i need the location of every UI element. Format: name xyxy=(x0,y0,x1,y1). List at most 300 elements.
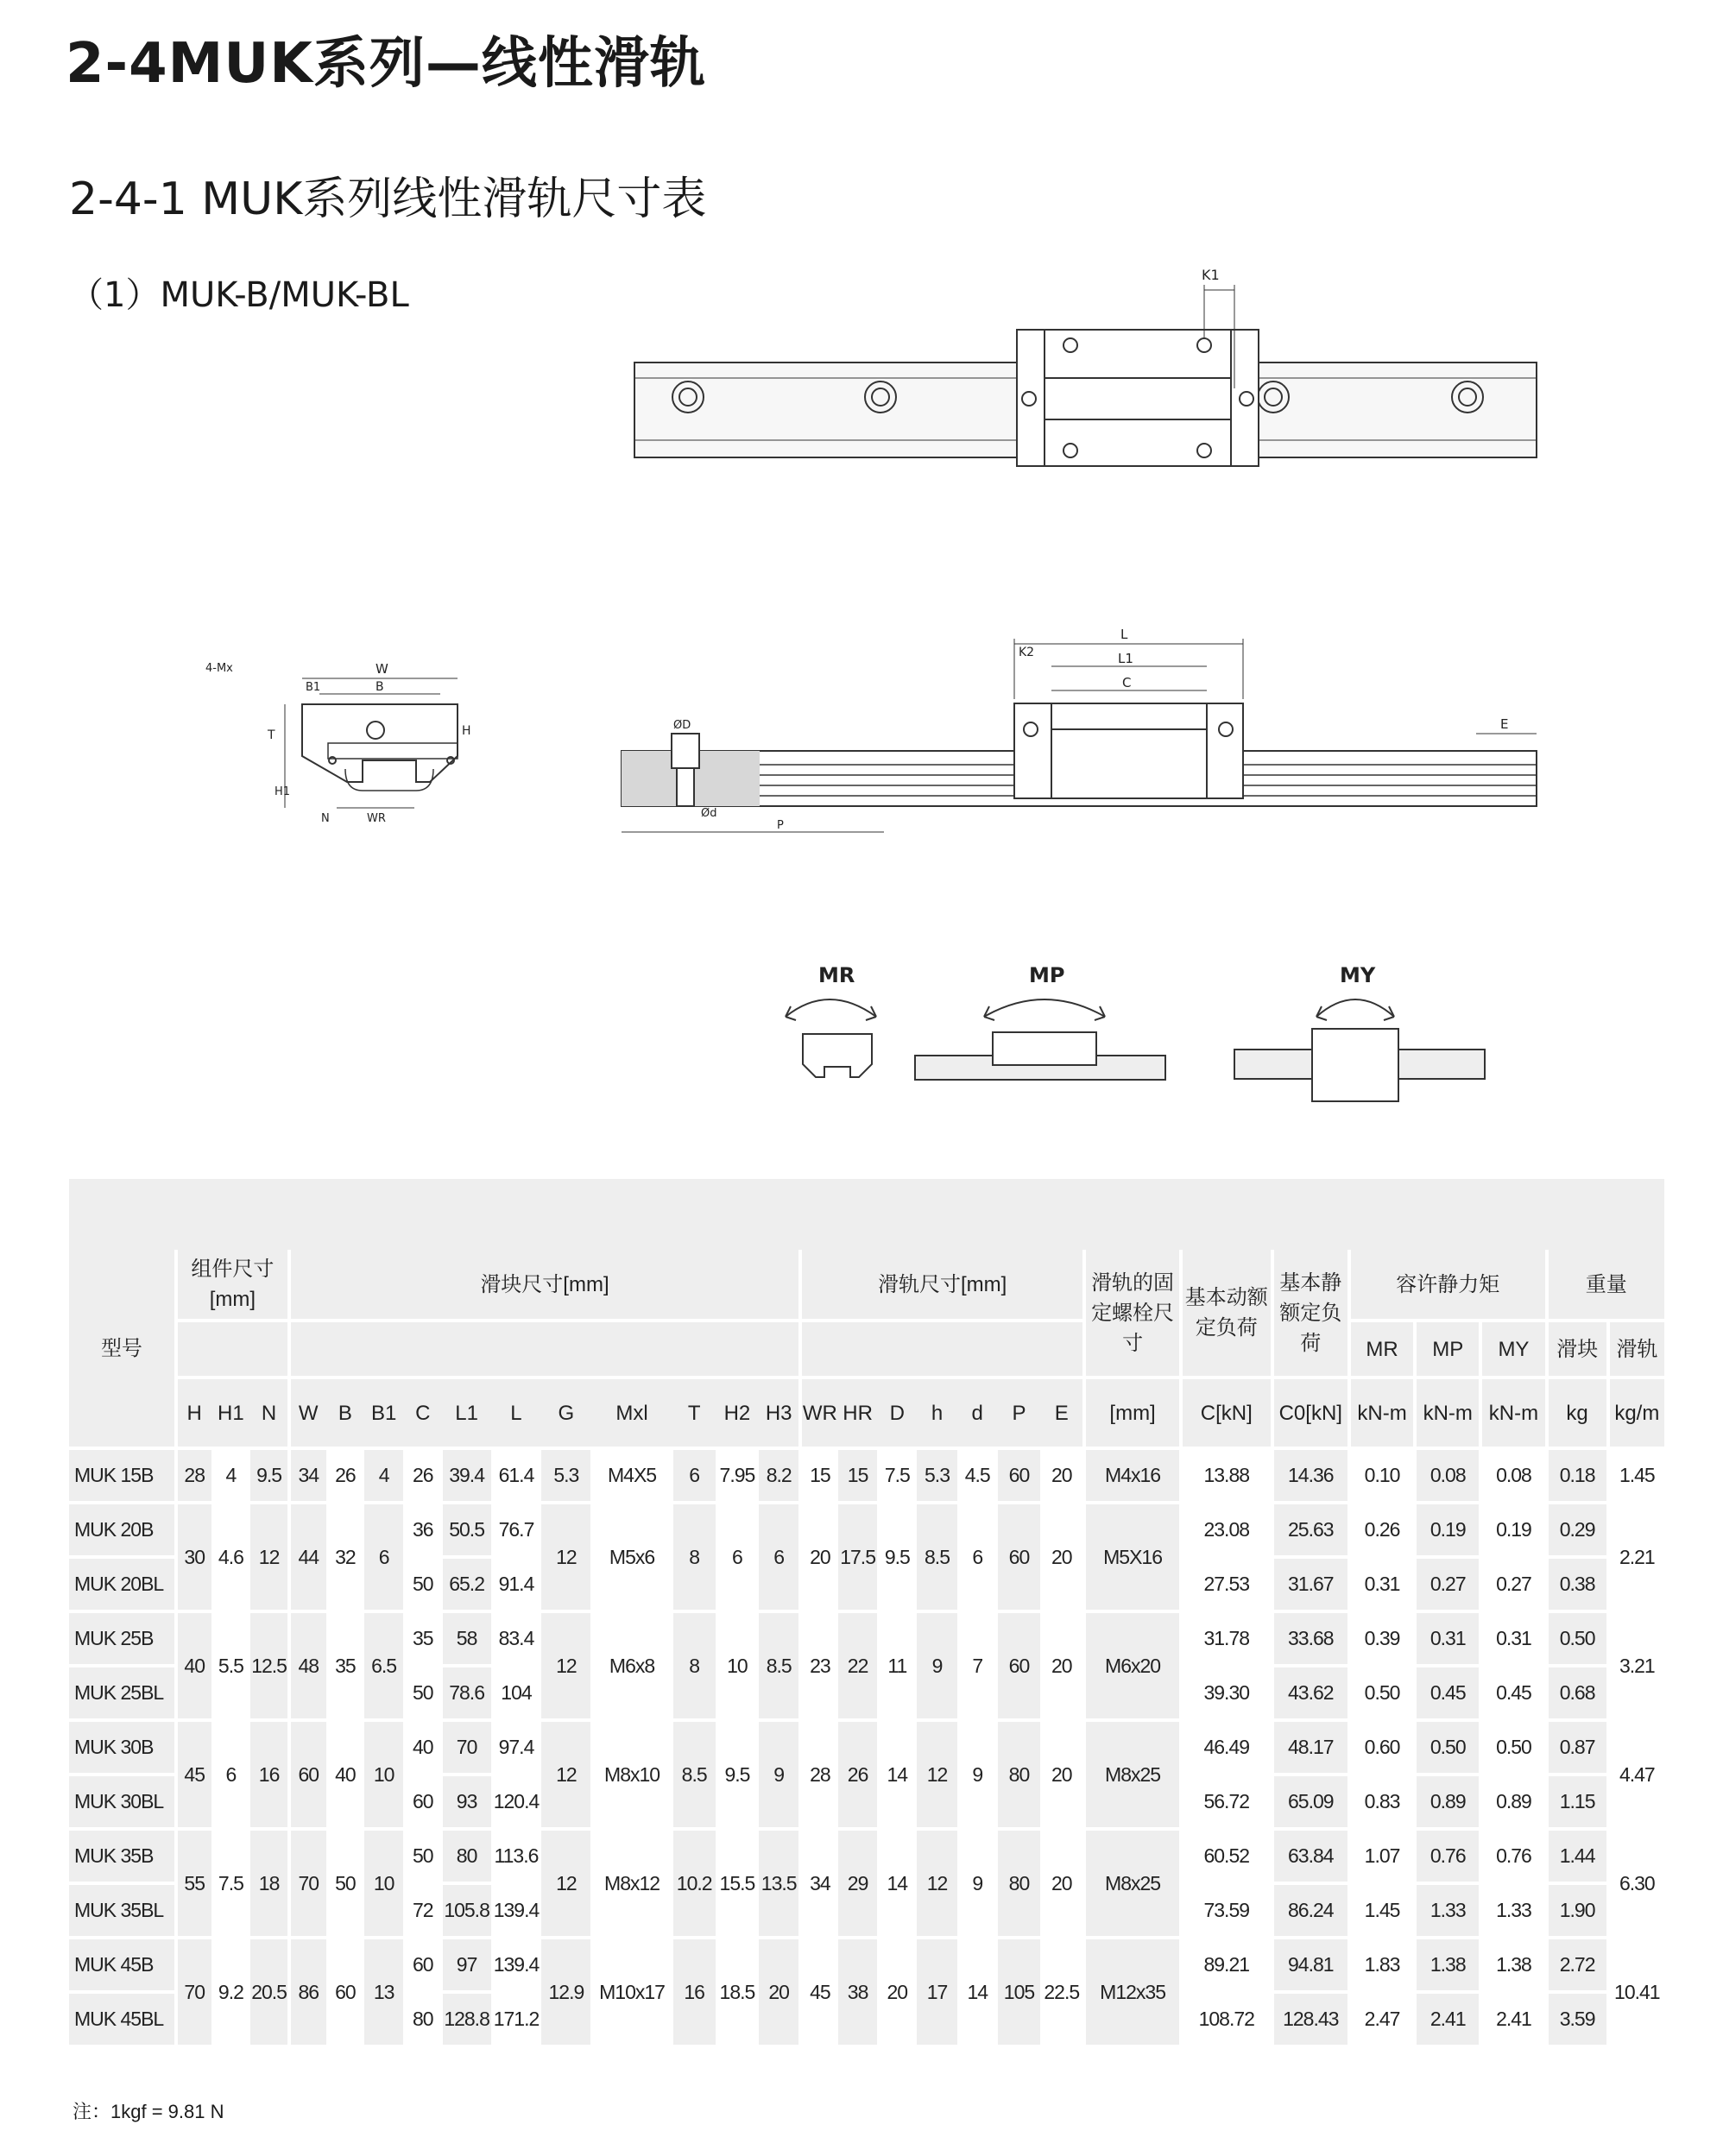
hdr-stat: 基本静额定负荷 xyxy=(1271,1250,1347,1379)
cell-h3: 6 xyxy=(759,1504,798,1613)
cell-c: 50 xyxy=(403,1831,443,1885)
cell-g: 12 xyxy=(541,1504,590,1613)
cell-h: 28 xyxy=(174,1450,211,1504)
cell-l: 139.4 xyxy=(491,1939,542,1994)
cell-c: 50 xyxy=(403,1559,443,1613)
hdr-block-weight: 滑块 xyxy=(1545,1322,1606,1379)
cell-e: 20 xyxy=(1040,1722,1082,1831)
cell-l1: 70 xyxy=(443,1722,491,1776)
cell-c: 36 xyxy=(403,1504,443,1559)
cell-g: 12.9 xyxy=(541,1939,590,2048)
cell-h: 12 xyxy=(917,1831,957,1939)
hdr-rail-blank xyxy=(798,1322,1082,1379)
cell-c0-kn: 25.63 xyxy=(1271,1504,1347,1559)
cell-c: 40 xyxy=(403,1722,443,1776)
cell-c0-kn: 128.43 xyxy=(1271,1994,1347,2048)
cell-h1: 5.5 xyxy=(211,1613,251,1722)
hdr-my-unit: kN-m xyxy=(1479,1379,1544,1450)
label-h: H xyxy=(462,724,471,738)
cell-l1: 80 xyxy=(443,1831,491,1885)
hdr-dyn: 基本动额定负荷 xyxy=(1179,1250,1271,1379)
cell-my: 0.50 xyxy=(1479,1722,1544,1776)
cell-n: 16 xyxy=(250,1722,287,1831)
label-my: MY xyxy=(1340,963,1376,987)
cell-l: 171.2 xyxy=(491,1994,542,2048)
cell-wr: 2.21 xyxy=(1606,1504,1664,1613)
cell-d: 14 xyxy=(877,1722,917,1831)
cell-t: 8 xyxy=(673,1613,716,1722)
cell-l1: 93 xyxy=(443,1776,491,1831)
cell-model: MUK 35BL xyxy=(69,1885,174,1939)
label-mx: 4-Mx xyxy=(205,662,233,675)
cell-c-kn: 46.49 xyxy=(1179,1722,1271,1776)
cell-my: 1.38 xyxy=(1479,1939,1544,1994)
cell-wb: 0.18 xyxy=(1545,1450,1606,1504)
cell-h3: 20 xyxy=(759,1939,798,2048)
cell-wr: 28 xyxy=(798,1722,838,1831)
cell-d: 11 xyxy=(877,1613,917,1722)
cell-l1: 128.8 xyxy=(443,1994,491,2048)
cell-my: 0.19 xyxy=(1479,1504,1544,1559)
cell-wr: 15 xyxy=(798,1450,838,1504)
cell-c-kn: 39.30 xyxy=(1179,1667,1271,1722)
cell-hr: 29 xyxy=(838,1831,878,1939)
cell-w: 70 xyxy=(287,1831,326,1939)
cell-c: 26 xyxy=(403,1450,443,1504)
cell-d: 14 xyxy=(877,1831,917,1939)
cell-mp: 0.89 xyxy=(1413,1776,1479,1831)
hdr-mp: MP xyxy=(1413,1322,1479,1379)
cell-mr: 1.83 xyxy=(1347,1939,1413,1994)
cell-model: MUK 25B xyxy=(69,1613,174,1667)
label-d: Ød xyxy=(701,807,717,820)
cell-p: 60 xyxy=(998,1504,1041,1613)
hdr-c-kn: C[kN] xyxy=(1179,1379,1271,1450)
cell-mp: 0.50 xyxy=(1413,1722,1479,1776)
cell-wb: 0.29 xyxy=(1545,1504,1606,1559)
cell-model: MUK 15B xyxy=(69,1450,174,1504)
cell-mxl: M8x10 xyxy=(590,1722,672,1831)
hdr-rail-weight: 滑轨 xyxy=(1606,1322,1664,1379)
cell-my: 0.89 xyxy=(1479,1776,1544,1831)
cell-e: 20 xyxy=(1040,1613,1082,1722)
cell-model: MUK 45B xyxy=(69,1939,174,1994)
cell-mp: 2.41 xyxy=(1413,1994,1479,2048)
cell-h2: 7.95 xyxy=(716,1450,760,1504)
cell-model: MUK 30B xyxy=(69,1722,174,1776)
cell-wb: 2.72 xyxy=(1545,1939,1606,1994)
hdr-L1: L1 xyxy=(443,1379,491,1450)
hdr-T: T xyxy=(673,1379,716,1450)
cell-h1: 9.2 xyxy=(211,1939,251,2048)
label-n: N xyxy=(321,812,330,825)
cell-l1: 78.6 xyxy=(443,1667,491,1722)
cell-mp: 0.31 xyxy=(1413,1613,1479,1667)
cell-n: 12 xyxy=(250,1504,287,1613)
cell-my: 2.41 xyxy=(1479,1994,1544,2048)
label-c: C xyxy=(1122,675,1132,690)
cell-t: 8.5 xyxy=(673,1722,716,1831)
label-l1: L1 xyxy=(1118,651,1133,666)
cell-h3: 8.5 xyxy=(759,1613,798,1722)
cell-wr: 3.21 xyxy=(1606,1613,1664,1722)
cell-mr: 0.60 xyxy=(1347,1722,1413,1776)
cell-d: 6 xyxy=(957,1504,998,1613)
cell-l: 91.4 xyxy=(491,1559,542,1613)
spec-table-wrapper xyxy=(69,1179,1664,2048)
cell-mxl: M8x12 xyxy=(590,1831,672,1939)
cell-mr: 2.47 xyxy=(1347,1994,1413,2048)
cell-c-kn: 89.21 xyxy=(1179,1939,1271,1994)
cell-c0-kn: 48.17 xyxy=(1271,1722,1347,1776)
cell-d: 20 xyxy=(877,1939,917,2048)
hdr-bolt: 滑轨的固定螺栓尺寸 xyxy=(1082,1250,1179,1379)
cell-c: 60 xyxy=(403,1939,443,1994)
cell-b1: 6.5 xyxy=(364,1613,403,1722)
hdr-assembly-blank xyxy=(174,1322,287,1379)
cell-g: 12 xyxy=(541,1722,590,1831)
hdr-my: MY xyxy=(1479,1322,1544,1379)
cell-wb: 3.59 xyxy=(1545,1994,1606,2048)
cell-model: MUK 20BL xyxy=(69,1559,174,1613)
cell-d: 9.5 xyxy=(877,1504,917,1613)
spec-table xyxy=(69,1250,1664,2048)
cell-my: 0.31 xyxy=(1479,1613,1544,1667)
hdr-N: N xyxy=(250,1379,287,1450)
cell-h: 17 xyxy=(917,1939,957,2048)
cell-mxl: M10x17 xyxy=(590,1939,672,2048)
cell-hr: 38 xyxy=(838,1939,878,2048)
cell-l1: 105.8 xyxy=(443,1885,491,1939)
cell-h: 45 xyxy=(174,1722,211,1831)
cell-mr: 1.07 xyxy=(1347,1831,1413,1885)
cell-mp: 0.45 xyxy=(1413,1667,1479,1722)
cell-b: 35 xyxy=(326,1613,365,1722)
cell-wr: 10.41 xyxy=(1606,1939,1664,2048)
label-mp: MP xyxy=(1029,963,1065,987)
cell-my: 0.45 xyxy=(1479,1667,1544,1722)
hdr-assembly: 组件尺寸[mm] xyxy=(174,1250,287,1322)
hdr-H1: H1 xyxy=(211,1379,251,1450)
cell-wr: 45 xyxy=(798,1939,838,2048)
cell-b1: 10 xyxy=(364,1722,403,1831)
cell-l: 83.4 xyxy=(491,1613,542,1667)
cell-l1: 50.5 xyxy=(443,1504,491,1559)
cell-bolt: M8x25 xyxy=(1082,1722,1179,1831)
cell-h1: 6 xyxy=(211,1722,251,1831)
cell-n: 20.5 xyxy=(250,1939,287,2048)
hdr-bolt-unit: [mm] xyxy=(1082,1379,1179,1450)
cell-mr: 0.31 xyxy=(1347,1559,1413,1613)
cell-mr: 0.26 xyxy=(1347,1504,1413,1559)
hdr-rail: 滑轨尺寸[mm] xyxy=(798,1250,1082,1322)
cell-b: 50 xyxy=(326,1831,365,1939)
cell-wr: 6.30 xyxy=(1606,1831,1664,1939)
cell-bolt: M6x20 xyxy=(1082,1613,1179,1722)
cell-bolt: M5X16 xyxy=(1082,1504,1179,1613)
cell-c: 72 xyxy=(403,1885,443,1939)
label-t: T xyxy=(268,728,275,742)
cell-h: 12 xyxy=(917,1722,957,1831)
table-row xyxy=(69,1939,1664,1994)
cell-p: 60 xyxy=(998,1613,1041,1722)
cell-c-kn: 56.72 xyxy=(1179,1776,1271,1831)
label-dd: ØD xyxy=(673,719,691,732)
cell-w: 44 xyxy=(287,1504,326,1613)
cell-t: 6 xyxy=(673,1450,716,1504)
label-w: W xyxy=(376,661,388,677)
cell-mp: 1.33 xyxy=(1413,1885,1479,1939)
cell-c-kn: 13.88 xyxy=(1179,1450,1271,1504)
label-p: P xyxy=(777,819,784,832)
cell-bolt: M12x35 xyxy=(1082,1939,1179,2048)
cell-p: 80 xyxy=(998,1831,1041,1939)
cell-t: 8 xyxy=(673,1504,716,1613)
cell-hr: 17.5 xyxy=(838,1504,878,1613)
cell-h2: 9.5 xyxy=(716,1722,760,1831)
cell-c0-kn: 33.68 xyxy=(1271,1613,1347,1667)
cell-d: 4.5 xyxy=(957,1450,998,1504)
cell-c-kn: 27.53 xyxy=(1179,1559,1271,1613)
cell-wr: 1.45 xyxy=(1606,1450,1664,1504)
cell-h1: 7.5 xyxy=(211,1831,251,1939)
cell-c0-kn: 43.62 xyxy=(1271,1667,1347,1722)
cell-d: 7 xyxy=(957,1613,998,1722)
hdr-D: D xyxy=(877,1379,917,1450)
cell-mr: 1.45 xyxy=(1347,1885,1413,1939)
cell-h1: 4.6 xyxy=(211,1504,251,1613)
hdr-mr-unit: kN-m xyxy=(1347,1379,1413,1450)
cell-h: 55 xyxy=(174,1831,211,1939)
subsection-title: （1）MUK-B/MUK-BL xyxy=(69,275,409,315)
table-row xyxy=(69,1831,1664,1885)
cell-h3: 13.5 xyxy=(759,1831,798,1939)
cell-mxl: M5x6 xyxy=(590,1504,672,1613)
hdr-E: E xyxy=(1040,1379,1082,1450)
hdr-WR: WR xyxy=(798,1379,838,1450)
cell-c0-kn: 14.36 xyxy=(1271,1450,1347,1504)
cell-h: 30 xyxy=(174,1504,211,1613)
cell-model: MUK 45BL xyxy=(69,1994,174,2048)
cell-l: 113.6 xyxy=(491,1831,542,1885)
cell-h: 70 xyxy=(174,1939,211,2048)
hdr-H2: H2 xyxy=(716,1379,760,1450)
hdr-H3: H3 xyxy=(759,1379,798,1450)
cell-mr: 0.50 xyxy=(1347,1667,1413,1722)
cell-l: 97.4 xyxy=(491,1722,542,1776)
cell-mr: 0.83 xyxy=(1347,1776,1413,1831)
cell-h2: 10 xyxy=(716,1613,760,1722)
hdr-C: C xyxy=(403,1379,443,1450)
cell-c-kn: 108.72 xyxy=(1179,1994,1271,2048)
cell-mp: 1.38 xyxy=(1413,1939,1479,1994)
hdr-block-blank xyxy=(287,1322,798,1379)
cell-l: 120.4 xyxy=(491,1776,542,1831)
hdr-B: B xyxy=(326,1379,365,1450)
cell-h3: 8.2 xyxy=(759,1450,798,1504)
cell-l1: 65.2 xyxy=(443,1559,491,1613)
cell-hr: 15 xyxy=(838,1450,878,1504)
hdr-mp-unit: kN-m xyxy=(1413,1379,1479,1450)
cell-d: 7.5 xyxy=(877,1450,917,1504)
hdr-h: h xyxy=(917,1379,957,1450)
table-row xyxy=(69,1504,1664,1559)
table-row xyxy=(69,1613,1664,1667)
hdr-c0-kn: C0[kN] xyxy=(1271,1379,1347,1450)
cell-g: 12 xyxy=(541,1831,590,1939)
cell-mr: 0.39 xyxy=(1347,1613,1413,1667)
moment-diagrams xyxy=(768,965,1502,1129)
cell-w: 60 xyxy=(287,1722,326,1831)
hdr-L: L xyxy=(491,1379,542,1450)
cell-wb: 1.15 xyxy=(1545,1776,1606,1831)
cell-mr: 0.10 xyxy=(1347,1450,1413,1504)
cell-d: 14 xyxy=(957,1939,998,2048)
hdr-G: G xyxy=(541,1379,590,1450)
cell-wb: 0.87 xyxy=(1545,1722,1606,1776)
table-row xyxy=(69,1450,1664,1504)
table-top-band xyxy=(69,1179,1664,1250)
cell-mxl: M6x8 xyxy=(590,1613,672,1722)
cell-c: 60 xyxy=(403,1776,443,1831)
cell-mp: 0.19 xyxy=(1413,1504,1479,1559)
cell-l1: 58 xyxy=(443,1613,491,1667)
cell-bolt: M4x16 xyxy=(1082,1450,1179,1504)
cell-c-kn: 23.08 xyxy=(1179,1504,1271,1559)
label-b: B xyxy=(376,680,384,694)
cell-my: 0.08 xyxy=(1479,1450,1544,1504)
cell-h2: 15.5 xyxy=(716,1831,760,1939)
cell-bolt: M8x25 xyxy=(1082,1831,1179,1939)
cell-hr: 26 xyxy=(838,1722,878,1831)
hdr-HR: HR xyxy=(838,1379,878,1450)
cell-c-kn: 60.52 xyxy=(1179,1831,1271,1885)
cell-n: 12.5 xyxy=(250,1613,287,1722)
section-title: 2-4-1 MUK系列线性滑轨尺寸表 xyxy=(69,173,707,225)
label-h1: H1 xyxy=(275,785,291,798)
label-b1: B1 xyxy=(306,681,321,694)
cell-h3: 9 xyxy=(759,1722,798,1831)
cell-h: 40 xyxy=(174,1613,211,1722)
page-title: 2-4MUK系列—线性滑轨 xyxy=(66,32,706,96)
hdr-d: d xyxy=(957,1379,998,1450)
cell-model: MUK 25BL xyxy=(69,1667,174,1722)
cell-w: 34 xyxy=(287,1450,326,1504)
hdr-weight: 重量 xyxy=(1545,1250,1664,1322)
cell-e: 20 xyxy=(1040,1504,1082,1613)
cell-wb: 0.68 xyxy=(1545,1667,1606,1722)
cross-section-drawing xyxy=(199,652,492,825)
cell-mp: 0.27 xyxy=(1413,1559,1479,1613)
label-k1: K1 xyxy=(1202,267,1220,283)
cell-w: 86 xyxy=(287,1939,326,2048)
cell-hr: 22 xyxy=(838,1613,878,1722)
hdr-B1: B1 xyxy=(364,1379,403,1450)
cell-wb: 0.50 xyxy=(1545,1613,1606,1667)
cell-wr: 4.47 xyxy=(1606,1722,1664,1831)
hdr-model: 型号 xyxy=(69,1250,174,1450)
cell-c: 35 xyxy=(403,1613,443,1667)
cell-t: 16 xyxy=(673,1939,716,2048)
label-k2: K2 xyxy=(1019,646,1035,659)
cell-mp: 0.76 xyxy=(1413,1831,1479,1885)
cell-p: 105 xyxy=(998,1939,1041,2048)
cell-h: 9 xyxy=(917,1613,957,1722)
hdr-W: W xyxy=(287,1379,326,1450)
cell-n: 9.5 xyxy=(250,1450,287,1504)
cell-wr: 34 xyxy=(798,1831,838,1939)
cell-l1: 97 xyxy=(443,1939,491,1994)
cell-e: 22.5 xyxy=(1040,1939,1082,2048)
hdr-block: 滑块尺寸[mm] xyxy=(287,1250,798,1322)
cell-c0-kn: 31.67 xyxy=(1271,1559,1347,1613)
cell-model: MUK 20B xyxy=(69,1504,174,1559)
cell-c: 80 xyxy=(403,1994,443,2048)
cell-model: MUK 35B xyxy=(69,1831,174,1885)
cell-c0-kn: 63.84 xyxy=(1271,1831,1347,1885)
cell-h2: 18.5 xyxy=(716,1939,760,2048)
cell-mp: 0.08 xyxy=(1413,1450,1479,1504)
hdr-mr: MR xyxy=(1347,1322,1413,1379)
cell-c0-kn: 94.81 xyxy=(1271,1939,1347,1994)
cell-t: 10.2 xyxy=(673,1831,716,1939)
cell-c0-kn: 86.24 xyxy=(1271,1885,1347,1939)
top-view-drawing xyxy=(630,259,1545,483)
cell-n: 18 xyxy=(250,1831,287,1939)
cell-b: 32 xyxy=(326,1504,365,1613)
label-mr: MR xyxy=(818,963,855,987)
cell-h2: 6 xyxy=(716,1504,760,1613)
cell-g: 5.3 xyxy=(541,1450,590,1504)
cell-l1: 39.4 xyxy=(443,1450,491,1504)
cell-e: 20 xyxy=(1040,1831,1082,1939)
cell-l: 139.4 xyxy=(491,1885,542,1939)
cell-b: 60 xyxy=(326,1939,365,2048)
cell-b1: 10 xyxy=(364,1831,403,1939)
cell-b1: 4 xyxy=(364,1450,403,1504)
cell-p: 60 xyxy=(998,1450,1041,1504)
table-row xyxy=(69,1722,1664,1776)
cell-l: 61.4 xyxy=(491,1450,542,1504)
cell-my: 0.27 xyxy=(1479,1559,1544,1613)
hdr-moment: 容许静力矩 xyxy=(1347,1250,1545,1322)
hdr-P: P xyxy=(998,1379,1041,1450)
cell-e: 20 xyxy=(1040,1450,1082,1504)
cell-w: 48 xyxy=(287,1613,326,1722)
cell-mxl: M4X5 xyxy=(590,1450,672,1504)
footnote: 注：1kgf = 9.81 N xyxy=(73,2101,224,2122)
cell-c: 50 xyxy=(403,1667,443,1722)
label-l: L xyxy=(1120,627,1128,642)
cell-b1: 6 xyxy=(364,1504,403,1613)
cell-my: 1.33 xyxy=(1479,1885,1544,1939)
cell-p: 80 xyxy=(998,1722,1041,1831)
cell-g: 12 xyxy=(541,1613,590,1722)
hdr-kgm: kg/m xyxy=(1606,1379,1664,1450)
hdr-H: H xyxy=(174,1379,211,1450)
cell-wr: 20 xyxy=(798,1504,838,1613)
cell-l: 76.7 xyxy=(491,1504,542,1559)
cell-b: 40 xyxy=(326,1722,365,1831)
cell-h: 8.5 xyxy=(917,1504,957,1613)
cell-my: 0.76 xyxy=(1479,1831,1544,1885)
cell-h: 5.3 xyxy=(917,1450,957,1504)
cell-wb: 0.38 xyxy=(1545,1559,1606,1613)
label-e: E xyxy=(1500,716,1509,732)
cell-wr: 23 xyxy=(798,1613,838,1722)
cell-d: 9 xyxy=(957,1722,998,1831)
cell-h1: 4 xyxy=(211,1450,251,1504)
